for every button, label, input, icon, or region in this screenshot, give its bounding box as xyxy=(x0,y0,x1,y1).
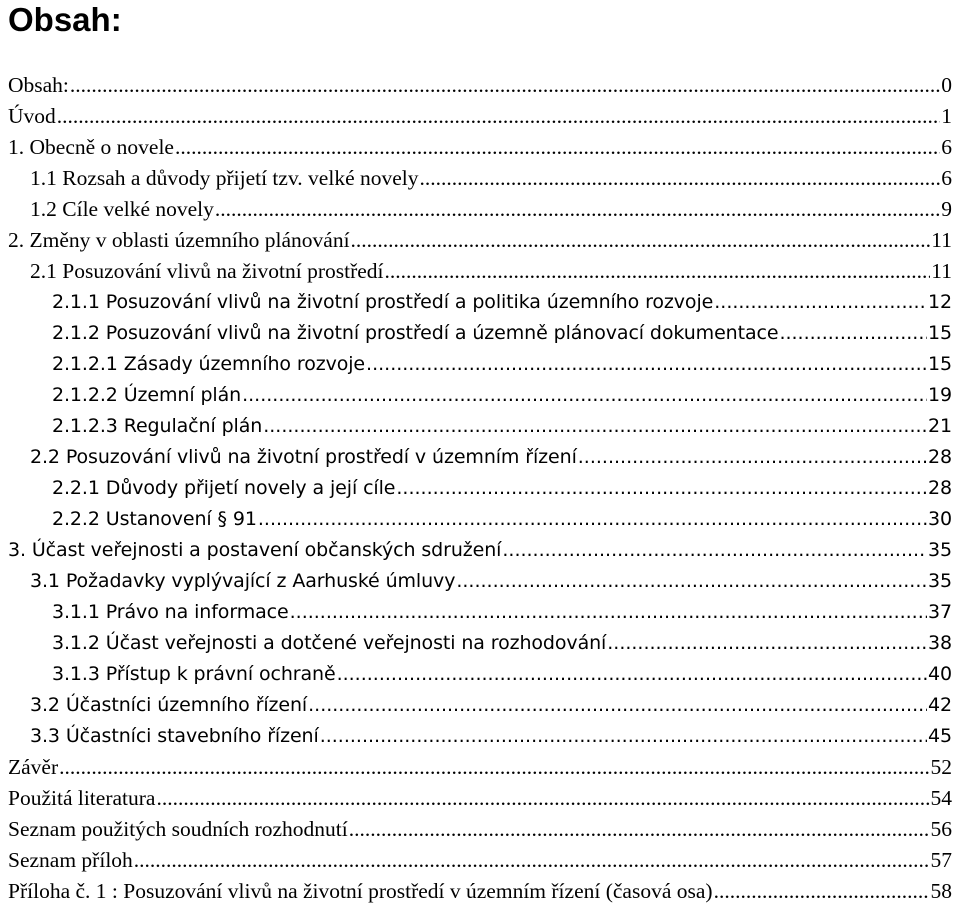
toc-entry-title: 3.3 Účastníci stavebního řízení xyxy=(30,725,319,747)
toc-leader-dots xyxy=(175,132,940,162)
toc-entry-title: 3.1.3 Přístup k právní ochraně xyxy=(52,663,336,685)
toc-entry-page: 12 xyxy=(928,291,952,313)
toc-leader-dots xyxy=(351,225,931,255)
toc-entry[interactable] xyxy=(8,752,952,782)
toc-leader-dots xyxy=(456,566,927,596)
toc-entry[interactable] xyxy=(52,597,952,627)
toc-entry-title: 1.1 Rozsah a důvody přijetí tzv. velké novely xyxy=(30,166,419,190)
toc-leader-dots xyxy=(578,442,927,472)
toc-entry-title: 2.1.2 Posuzování vlivů na životní prostředí a územně plánovací dokumentace xyxy=(52,322,779,344)
toc-entry[interactable] xyxy=(30,442,952,472)
toc-entry[interactable] xyxy=(30,566,952,596)
toc-leader-dots xyxy=(607,628,927,658)
toc-entry-page: 38 xyxy=(928,632,952,654)
toc-entry-page: 15 xyxy=(928,353,952,375)
toc-entry-title: 3.1 Požadavky vyplývající z Aarhuské úmluvy xyxy=(30,570,456,592)
toc-entry-title: 3.1.1 Právo na informace xyxy=(52,601,289,623)
toc-entry[interactable] xyxy=(8,101,952,131)
toc-entry[interactable] xyxy=(52,504,952,534)
toc-entry[interactable] xyxy=(52,318,952,348)
toc-entry-page: 9 xyxy=(941,197,952,221)
toc-leader-dots xyxy=(420,163,941,193)
toc-leader-dots xyxy=(396,473,927,503)
toc-entry[interactable] xyxy=(8,845,952,875)
toc-entry-title: 2.2.1 Důvody přijetí novely a její cíle xyxy=(52,477,396,499)
toc-leader-dots xyxy=(320,721,927,751)
toc-leader-dots xyxy=(714,287,927,317)
toc-entry-page: 35 xyxy=(928,539,952,561)
toc-leader-dots xyxy=(290,597,927,627)
toc-entry-title: Obsah: xyxy=(8,73,69,97)
toc-leader-dots xyxy=(242,380,927,410)
toc-entry-title: Seznam příloh xyxy=(8,848,133,872)
toc-entry-page: 28 xyxy=(928,477,952,499)
toc-entry[interactable] xyxy=(30,721,952,751)
toc-leader-dots xyxy=(337,659,927,689)
toc-entry[interactable] xyxy=(52,659,952,689)
toc-entry-title: 2.1.2.3 Regulační plán xyxy=(52,415,263,437)
toc-entry-page: 56 xyxy=(930,817,952,841)
toc-entry-title: 1. Obecně o novele xyxy=(8,135,174,159)
toc-entry-title: 2. Změny v oblasti územního plánování xyxy=(8,228,350,252)
toc-entry[interactable] xyxy=(30,690,952,720)
toc-entry-page: 6 xyxy=(941,166,952,190)
toc-entry-title: 1.2 Cíle velké novely xyxy=(30,197,214,221)
toc-entry[interactable] xyxy=(52,380,952,410)
toc-entry[interactable] xyxy=(8,876,952,906)
toc-entry[interactable] xyxy=(52,628,952,658)
toc-entry-title: Seznam použitých soudních rozhodnutí xyxy=(8,817,348,841)
toc-leader-dots xyxy=(156,783,929,813)
toc-entry-page: 11 xyxy=(931,228,952,252)
toc-entry-page: 57 xyxy=(930,848,952,872)
toc-entry-title: 2.1.1 Posuzování vlivů na životní prostředí a politika územního rozvoje xyxy=(52,291,714,313)
toc-entry[interactable] xyxy=(52,287,952,317)
toc-entry-title: 2.1 Posuzování vlivů na životní prostředí xyxy=(30,259,384,283)
toc-leader-dots xyxy=(714,876,930,906)
toc-entry-page: 40 xyxy=(928,663,952,685)
toc-entry-page: 45 xyxy=(928,725,952,747)
toc-leader-dots xyxy=(308,690,927,720)
toc-entry[interactable] xyxy=(8,225,952,255)
toc-entry[interactable] xyxy=(8,70,952,100)
toc-entry-page: 21 xyxy=(928,415,952,437)
toc-entry-page: 6 xyxy=(941,135,952,159)
toc-entry[interactable] xyxy=(30,256,952,286)
toc-entry-title: Závěr xyxy=(8,755,59,779)
toc-entry[interactable] xyxy=(8,783,952,813)
toc-entry[interactable] xyxy=(8,132,952,162)
toc-leader-dots xyxy=(385,256,931,286)
toc-entry[interactable] xyxy=(52,473,952,503)
toc-leader-dots xyxy=(349,814,930,844)
toc-entry-page: 0 xyxy=(941,73,952,97)
toc-entry-title: 3.1.2 Účast veřejnosti a dotčené veřejnosti na rozhodování xyxy=(52,632,607,654)
toc-leader-dots xyxy=(366,349,927,379)
toc-entry-title: 2.1.2.1 Zásady územního rozvoje xyxy=(52,353,366,375)
toc-entry-page: 28 xyxy=(928,446,952,468)
toc-leader-dots xyxy=(59,752,929,782)
toc-entry-title: 2.2.2 Ustanovení § 91 xyxy=(52,508,257,530)
toc-entry-title: 2.2 Posuzování vlivů na životní prostředí v územním řízení xyxy=(30,446,577,468)
toc-entry[interactable] xyxy=(52,411,952,441)
toc-entry-page: 54 xyxy=(930,786,952,810)
toc-entry-title: Příloha č. 1 : Posuzování vlivů na životní prostředí v územním řízení (časová osa) xyxy=(8,879,713,903)
toc-leader-dots xyxy=(134,845,930,875)
toc-entry-title: Úvod xyxy=(8,104,56,128)
toc-leader-dots xyxy=(779,318,927,348)
toc-leader-dots xyxy=(215,194,940,224)
toc-leader-dots xyxy=(70,70,940,100)
toc-entry-page: 19 xyxy=(928,384,952,406)
toc-entry-title: 2.1.2.2 Územní plán xyxy=(52,384,242,406)
toc-entry-page: 35 xyxy=(928,570,952,592)
toc-entry[interactable] xyxy=(52,349,952,379)
toc-entry-page: 15 xyxy=(928,322,952,344)
toc-leader-dots xyxy=(502,535,927,565)
toc-entry-page: 30 xyxy=(928,508,952,530)
toc-leader-dots xyxy=(57,101,940,131)
toc-entry-page: 37 xyxy=(928,601,952,623)
toc-entry[interactable] xyxy=(8,814,952,844)
toc-entry[interactable] xyxy=(30,194,952,224)
toc-entry-title: Použitá literatura xyxy=(8,786,156,810)
toc-leader-dots xyxy=(258,504,927,534)
toc-entry-page: 1 xyxy=(941,104,952,128)
toc-entry-page: 52 xyxy=(930,755,952,779)
toc-entry-title: 3. Účast veřejnosti a postavení občanských sdružení xyxy=(8,539,502,561)
toc-entry-title: 3.2 Účastníci územního řízení xyxy=(30,694,308,716)
page-title: Obsah: xyxy=(8,1,122,38)
toc-entry[interactable] xyxy=(30,163,952,193)
toc-entry-page: 11 xyxy=(931,259,952,283)
toc-entry-page: 58 xyxy=(930,879,952,903)
toc-leader-dots xyxy=(263,411,927,441)
toc-entry-page: 42 xyxy=(928,694,952,716)
toc-entry[interactable] xyxy=(8,535,952,565)
